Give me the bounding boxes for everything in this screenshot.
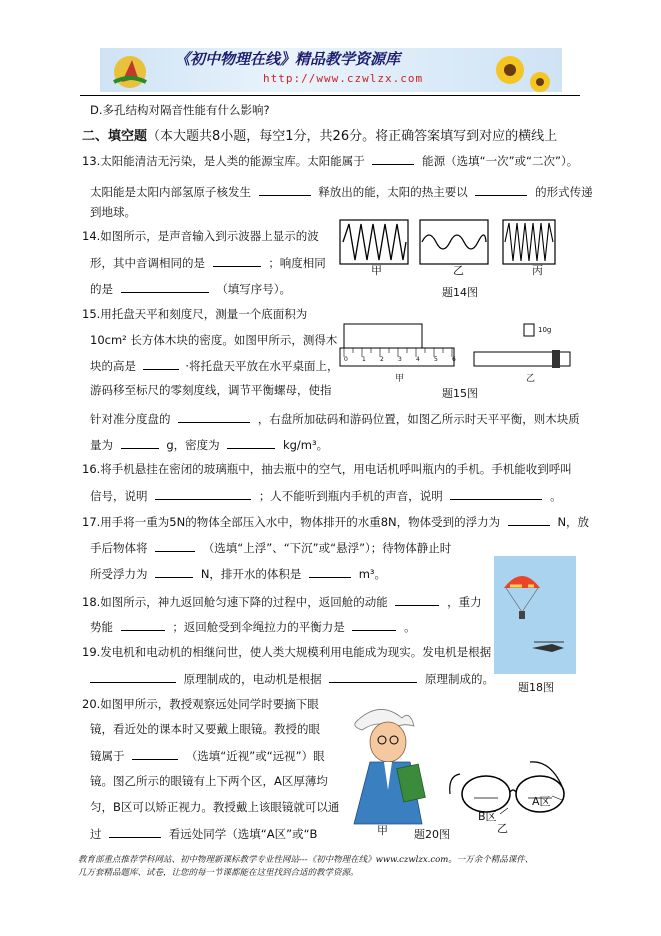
q19-blank-2[interactable] bbox=[329, 671, 417, 683]
q15-blank-4[interactable] bbox=[227, 437, 275, 449]
q17-line3 bbox=[90, 566, 386, 581]
fig18-caption: 题18图 bbox=[518, 681, 554, 694]
q15-text-c: 块的高是 bbox=[90, 359, 136, 373]
q17-text-e: 所受浮力为 bbox=[90, 567, 148, 581]
wave-bing bbox=[503, 220, 555, 264]
q14-blank-2[interactable] bbox=[121, 281, 209, 293]
ruler-tick-3: 3 bbox=[398, 356, 402, 363]
q17-line2 bbox=[90, 540, 451, 555]
q20-text-b: 镜，看近处的课本时又要戴上眼镜。教授的眼 bbox=[90, 722, 320, 736]
q13-blank-3[interactable] bbox=[475, 184, 527, 196]
q17-blank-1[interactable] bbox=[508, 514, 550, 526]
q19-line2 bbox=[90, 671, 494, 686]
fig15-caption: 题15图 bbox=[442, 387, 478, 400]
ruler-tick-1: 1 bbox=[362, 356, 366, 363]
q14-text-a: 14.如图所示，是声音输入到示波器上显示的波 bbox=[82, 229, 319, 243]
q20-text-e: 镜。图乙所示的眼镜有上下两个区，A区厚薄均 bbox=[90, 774, 328, 788]
q17-blank-3[interactable] bbox=[155, 566, 193, 578]
q20-blank-2[interactable] bbox=[109, 826, 161, 838]
q18-text-a: 18.如图所示，神九返回舱匀速下降的过程中，返回舱的动能 bbox=[82, 595, 388, 609]
q16-line2 bbox=[90, 488, 562, 503]
q15-blank-1[interactable] bbox=[143, 358, 179, 370]
q16-blank-1[interactable] bbox=[155, 488, 251, 500]
ruler-tick-4: 4 bbox=[416, 356, 420, 363]
section-heading bbox=[82, 130, 557, 144]
ruler-tick-6: 6 bbox=[452, 356, 456, 363]
sky-background bbox=[494, 556, 576, 674]
q17-line1 bbox=[82, 514, 589, 529]
wood-block bbox=[344, 324, 422, 348]
fig18-photo bbox=[494, 556, 576, 674]
q15-text-j: kg/m³。 bbox=[282, 438, 329, 452]
q20-line6 bbox=[90, 826, 317, 841]
q15-blank-3[interactable] bbox=[121, 437, 159, 449]
q15-line5 bbox=[90, 411, 580, 426]
q13-text-f: 到地球。 bbox=[90, 205, 136, 219]
d-option: D.多孔结构对隔音性能有什么影响? bbox=[90, 103, 270, 117]
fig15-label-jia: 甲 bbox=[395, 374, 405, 384]
q17-text-f: N，排开水的体积是 bbox=[200, 567, 302, 581]
fig20-caption: 题20图 bbox=[414, 828, 450, 841]
q18-blank-1[interactable] bbox=[395, 594, 439, 606]
q14-line2 bbox=[90, 255, 326, 270]
q14-text-c: ；响度相同 bbox=[268, 256, 326, 270]
q15-text-d: ·将托盘天平放在水平桌面上， bbox=[185, 359, 339, 373]
q13-blank-2[interactable] bbox=[259, 184, 311, 196]
professor-face bbox=[370, 722, 406, 762]
weight-label: 10g bbox=[538, 326, 552, 334]
wave-yi bbox=[420, 220, 488, 264]
q13-blank-1[interactable] bbox=[372, 153, 414, 165]
footer-line-1: 教育部重点推荐学科网站、初中物理新课标教学专业性网站---《初中物理在线》www.czwlzx.com。一万余个精品课件、 bbox=[78, 855, 534, 865]
q20-text-h: 看远处同学（选填“A区”或“B bbox=[168, 827, 318, 841]
q15-text-b: 10cm² 长方体木块的密度。如图甲所示，测得木 bbox=[90, 333, 338, 347]
q14-line3 bbox=[90, 281, 291, 296]
q18-text-e: 。 bbox=[404, 620, 416, 634]
header-divider bbox=[80, 95, 580, 96]
q16-text-b: 信号，说明 bbox=[90, 489, 148, 503]
q15-text-g: ，右盘所加砝码和游码位置，如图乙所示时天平平衡，则木块质 bbox=[257, 412, 580, 426]
q19-text-a: 19.发电机和电动机的相继问世，使人类大规模利用电能成为现实。发电机是根据 bbox=[82, 645, 492, 659]
section-title: 二、填空题 bbox=[82, 129, 148, 144]
ruler-tick-2: 2 bbox=[380, 356, 384, 363]
ruler-tick-5: 5 bbox=[434, 356, 438, 363]
q20-text-f: 匀，B区可以矫正视力。教授戴上该眼镜就可以通 bbox=[90, 800, 340, 814]
header-url[interactable]: http://www.czwlzx.com bbox=[263, 72, 424, 85]
wave-jia bbox=[340, 220, 408, 264]
zone-b-label: B区 bbox=[478, 810, 497, 823]
footer-line-2: 几万套精品题库、试卷，让您的每一节课都能在这里找到合适的教学资源。 bbox=[78, 868, 359, 878]
q15-line3 bbox=[90, 358, 338, 373]
q18-text-d: ；返回舱受到伞绳拉力的平衡力是 bbox=[172, 620, 345, 634]
q15-text-e: 游码移至标尺的零刻度线，调节平衡螺母，使指 bbox=[90, 383, 332, 397]
q15-text-h: 量为 bbox=[90, 438, 113, 452]
q15-line6 bbox=[90, 437, 328, 452]
q17-text-b: N，放 bbox=[557, 515, 590, 529]
q13-text-d: 释放出的能，太阳的热主要以 bbox=[318, 185, 468, 199]
q20-blank-1[interactable] bbox=[132, 748, 178, 760]
q19-text-c: 原理制成的。 bbox=[424, 672, 494, 686]
q16-text-d: 。 bbox=[550, 489, 562, 503]
q17-blank-2[interactable] bbox=[155, 540, 195, 552]
fig14-label-bing: 丙 bbox=[532, 264, 543, 277]
q19-text-b: 原理制成的，电动机是根据 bbox=[183, 672, 322, 686]
q14-text-e: （填写序号）。 bbox=[216, 282, 292, 296]
q13-text-b: 能源（选填“一次”或“二次”）。 bbox=[422, 154, 579, 168]
fig15-label-yi: 乙 bbox=[526, 374, 536, 384]
fig20-label-jia: 甲 bbox=[377, 824, 388, 837]
q15-text-a: 15.用托盘天平和刻度尺，测量一个底面积为 bbox=[82, 307, 308, 321]
q18-blank-3[interactable] bbox=[352, 619, 396, 631]
q16-blank-2[interactable] bbox=[450, 488, 542, 500]
section-description: （本大题共8小题，每空1分，共26分。将正确答案填写到对应的横线上 bbox=[147, 129, 558, 144]
q17-text-c: 手后物体将 bbox=[90, 541, 148, 555]
rider-icon bbox=[552, 350, 560, 368]
q17-text-g: m³。 bbox=[358, 567, 387, 581]
capsule-icon bbox=[519, 611, 525, 619]
ruler-tick-0: 0 bbox=[344, 356, 348, 363]
fig14-label-yi: 乙 bbox=[453, 264, 464, 277]
q20-text-g: 过 bbox=[90, 827, 102, 841]
q15-text-i: g，密度为 bbox=[166, 438, 220, 452]
fig15-yi-balance bbox=[474, 324, 570, 368]
q20-line3 bbox=[90, 748, 325, 763]
weight-icon bbox=[524, 324, 534, 336]
fig14-label-jia: 甲 bbox=[371, 264, 382, 277]
q17-text-d: （选填“上浮”、“下沉”或“悬浮”）；待物体静止时 bbox=[202, 541, 452, 555]
q18-text-c: 势能 bbox=[90, 620, 113, 634]
q13-line2 bbox=[90, 184, 593, 199]
fig14-caption: 题14图 bbox=[442, 286, 478, 299]
q17-blank-4[interactable] bbox=[309, 566, 351, 578]
q15-text-f: 针对准分度盘的 bbox=[90, 412, 171, 426]
q18-blank-2[interactable] bbox=[121, 619, 165, 631]
q18-text-b: ，重力 bbox=[447, 595, 482, 609]
q14-text-d: 的是 bbox=[90, 282, 113, 296]
q19-blank-1[interactable] bbox=[90, 671, 176, 683]
q15-blank-2[interactable] bbox=[178, 411, 250, 423]
q17-text-a: 17.用手将一重为5N的物体全部压入水中，物体排开的水重8N，物体受到的浮力为 bbox=[82, 515, 501, 529]
q16-text-a: 16.将手机悬挂在密闭的玻璃瓶中，抽去瓶中的空气，用电话机呼叫瓶内的手机。手机能收到呼叫 bbox=[82, 462, 572, 476]
q18-line1 bbox=[82, 594, 482, 609]
q16-text-c: ；人不能听到瓶内手机的声音，说明 bbox=[258, 489, 443, 503]
q14-blank-1[interactable] bbox=[213, 255, 261, 267]
q14-text-b: 形，其中音调相同的是 bbox=[90, 256, 205, 270]
q13-text-a: 13.太阳能清洁无污染，是人类的能源宝库。太阳能属于 bbox=[82, 154, 365, 168]
professor-illustration bbox=[354, 709, 425, 824]
q13-line1 bbox=[82, 153, 578, 168]
q13-text-e: 的形式传递 bbox=[535, 185, 593, 199]
lens-left bbox=[462, 776, 510, 812]
q20-text-a: 20.如图甲所示，教授观察远处同学时要摘下眼 bbox=[82, 697, 319, 711]
q20-text-c: 镜属于 bbox=[90, 749, 125, 763]
zone-a-label: A区 bbox=[532, 795, 551, 808]
q20-text-d: （选填“近视”或“远视”）眼 bbox=[185, 749, 325, 763]
header-title: 《初中物理在线》精品教学资源库 bbox=[175, 50, 401, 68]
fig20-label-yi: 乙 bbox=[497, 822, 508, 835]
q13-text-c: 太阳能是太阳内部氢原子核发生 bbox=[90, 185, 251, 199]
q18-line2 bbox=[90, 619, 416, 634]
